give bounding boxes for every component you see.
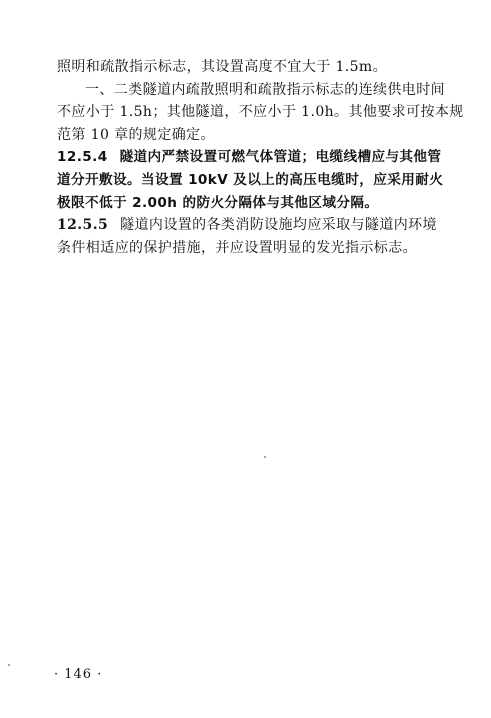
clause-number: 12.5.5 [57,217,109,234]
clause-text: 隧道内设置的各类消防设施均应采取与隧道内环境 [120,217,437,234]
clause-12-5-4 [57,146,445,169]
paragraph-line: 一、二类隧道内疏散照明和疏散指示标志的连续供电时间 [85,81,445,98]
paragraph-line: 不应小于 1.5h；其他隧道，不应小于 1.0h。其他要求可按本规 [57,104,464,121]
body-text [57,56,464,259]
page-number: · 146 · [54,667,103,682]
clause-number: 12.5.4 [57,149,108,166]
clause-12-5-5 [57,214,445,237]
paragraph-line: 道分开敷设。当设置 10kV 及以上的高压电缆时，应采用耐火 [57,171,444,188]
scan-speck [8,664,10,666]
paragraph-line: 条件相适应的保护措施，并应设置明显的发光指示标志。 [57,239,417,256]
scan-speck [264,456,266,458]
clause-text: 隧道内严禁设置可燃气体管道；电缆线槽应与其他管 [119,149,442,166]
paragraph-line: 照明和疏散指示标志，其设置高度不宜大于 1.5m。 [57,59,387,75]
paragraph-line: 范第 10 章的规定确定。 [57,126,215,143]
paragraph-line: 极限不低于 2.00h 的防火分隔体与其他区域分隔。 [57,194,379,211]
